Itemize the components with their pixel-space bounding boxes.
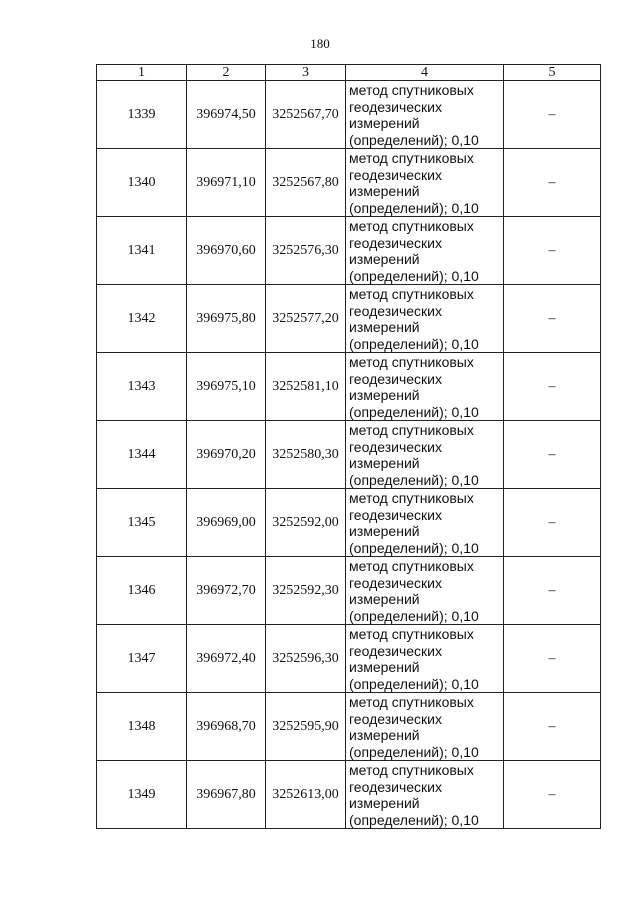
method-text-line: метод спутниковых	[349, 150, 474, 166]
method-text-line: геодезических	[349, 778, 442, 795]
coordinate-y-cell: 3252592,30	[266, 557, 346, 625]
table-row	[97, 81, 601, 149]
method-text-line: метод спутниковых	[349, 354, 474, 370]
table-row	[97, 489, 601, 557]
column-header: 5	[504, 65, 601, 81]
method-text-line: метод спутниковых	[349, 694, 474, 710]
coordinate-y-cell: 3252567,80	[266, 149, 346, 217]
method-text-line: геодезических	[349, 98, 442, 115]
method-cell	[346, 81, 504, 149]
coordinate-y-cell: 3252581,10	[266, 353, 346, 421]
coordinate-y-cell: 3252580,30	[266, 421, 346, 489]
point-number-cell: 1349	[97, 761, 187, 829]
column-5-cell: –	[504, 353, 601, 421]
column-5-cell: –	[504, 81, 601, 149]
method-cell	[346, 693, 504, 761]
table-row	[97, 761, 601, 829]
point-number-cell: 1346	[97, 557, 187, 625]
method-text-line: геодезических	[349, 506, 442, 523]
table-row	[97, 149, 601, 217]
method-text-line: измерений	[349, 455, 420, 471]
method-cell	[346, 285, 504, 353]
point-number-cell: 1343	[97, 353, 187, 421]
method-text-line: (определений); 0,10	[349, 743, 479, 760]
point-number-cell: 1344	[97, 421, 187, 489]
column-5-cell: –	[504, 489, 601, 557]
column-header: 3	[266, 65, 346, 81]
coordinate-x-cell: 396970,20	[187, 421, 266, 489]
coordinate-x-cell: 396971,10	[187, 149, 266, 217]
column-5-cell: –	[504, 217, 601, 285]
method-text-line: метод спутниковых	[349, 218, 474, 234]
method-cell	[346, 489, 504, 557]
method-cell	[346, 625, 504, 693]
method-text-line: геодезических	[349, 302, 442, 319]
method-text-line: (определений); 0,10	[349, 199, 479, 216]
method-text-line: метод спутниковых	[349, 762, 474, 778]
column-5-cell: –	[504, 761, 601, 829]
coordinate-x-cell: 396972,70	[187, 557, 266, 625]
method-cell	[346, 149, 504, 217]
column-5-cell: –	[504, 421, 601, 489]
table-header-row	[97, 65, 601, 81]
coordinate-x-cell: 396972,40	[187, 625, 266, 693]
method-text-line: геодезических	[349, 370, 442, 387]
method-text-line: измерений	[349, 387, 420, 403]
column-5-cell: –	[504, 625, 601, 693]
table-row	[97, 557, 601, 625]
method-text-line: (определений); 0,10	[349, 267, 479, 284]
point-number-cell: 1347	[97, 625, 187, 693]
method-text-line: измерений	[349, 115, 420, 131]
method-text-line: (определений); 0,10	[349, 335, 479, 352]
method-text-line: (определений); 0,10	[349, 403, 479, 420]
method-text-line: (определений); 0,10	[349, 131, 479, 148]
point-number-cell: 1341	[97, 217, 187, 285]
method-cell	[346, 353, 504, 421]
coordinate-y-cell: 3252577,20	[266, 285, 346, 353]
method-text-line: геодезических	[349, 438, 442, 455]
coordinate-x-cell: 396975,10	[187, 353, 266, 421]
coordinate-y-cell: 3252592,00	[266, 489, 346, 557]
table-row	[97, 625, 601, 693]
coordinate-x-cell: 396967,80	[187, 761, 266, 829]
method-cell	[346, 761, 504, 829]
coordinates-table	[96, 64, 601, 829]
coordinate-y-cell: 3252576,30	[266, 217, 346, 285]
method-text-line: измерений	[349, 183, 420, 199]
table-row	[97, 693, 601, 761]
method-text-line: метод спутниковых	[349, 422, 474, 438]
column-5-cell: –	[504, 693, 601, 761]
method-text-line: измерений	[349, 659, 420, 675]
method-text-line: метод спутниковых	[349, 490, 474, 506]
method-text-line: (определений); 0,10	[349, 607, 479, 624]
table-body	[97, 81, 601, 829]
column-5-cell: –	[504, 557, 601, 625]
method-text-line: (определений); 0,10	[349, 811, 479, 828]
point-number-cell: 1348	[97, 693, 187, 761]
method-text-line: (определений); 0,10	[349, 675, 479, 692]
coordinate-y-cell: 3252595,90	[266, 693, 346, 761]
column-5-cell: –	[504, 149, 601, 217]
coordinate-x-cell: 396969,00	[187, 489, 266, 557]
coordinate-y-cell: 3252567,70	[266, 81, 346, 149]
point-number-cell: 1340	[97, 149, 187, 217]
coordinate-x-cell: 396974,50	[187, 81, 266, 149]
method-text-line: геодезических	[349, 574, 442, 591]
method-cell	[346, 557, 504, 625]
method-text-line: геодезических	[349, 710, 442, 727]
method-text-line: метод спутниковых	[349, 626, 474, 642]
column-header: 2	[187, 65, 266, 81]
column-header: 1	[97, 65, 187, 81]
page-number: 180	[310, 36, 330, 51]
table-row	[97, 421, 601, 489]
table-row	[97, 285, 601, 353]
point-number-cell: 1342	[97, 285, 187, 353]
method-cell	[346, 421, 504, 489]
coordinate-x-cell: 396968,70	[187, 693, 266, 761]
column-header: 4	[346, 65, 504, 81]
method-text-line: метод спутниковых	[349, 558, 474, 574]
method-cell	[346, 217, 504, 285]
method-text-line: метод спутниковых	[349, 82, 474, 98]
method-text-line: метод спутниковых	[349, 286, 474, 302]
coordinate-y-cell: 3252613,00	[266, 761, 346, 829]
method-text-line: измерений	[349, 251, 420, 267]
method-text-line: геодезических	[349, 234, 442, 251]
method-text-line: (определений); 0,10	[349, 539, 479, 556]
method-text-line: измерений	[349, 591, 420, 607]
table-row	[97, 353, 601, 421]
method-text-line: измерений	[349, 319, 420, 335]
method-text-line: геодезических	[349, 642, 442, 659]
coordinate-y-cell: 3252596,30	[266, 625, 346, 693]
method-text-line: измерений	[349, 727, 420, 743]
coordinate-x-cell: 396970,60	[187, 217, 266, 285]
point-number-cell: 1339	[97, 81, 187, 149]
point-number-cell: 1345	[97, 489, 187, 557]
method-text-line: измерений	[349, 523, 420, 539]
coordinate-x-cell: 396975,80	[187, 285, 266, 353]
table-row	[97, 217, 601, 285]
method-text-line: (определений); 0,10	[349, 471, 479, 488]
column-5-cell: –	[504, 285, 601, 353]
method-text-line: геодезических	[349, 166, 442, 183]
method-text-line: измерений	[349, 795, 420, 811]
